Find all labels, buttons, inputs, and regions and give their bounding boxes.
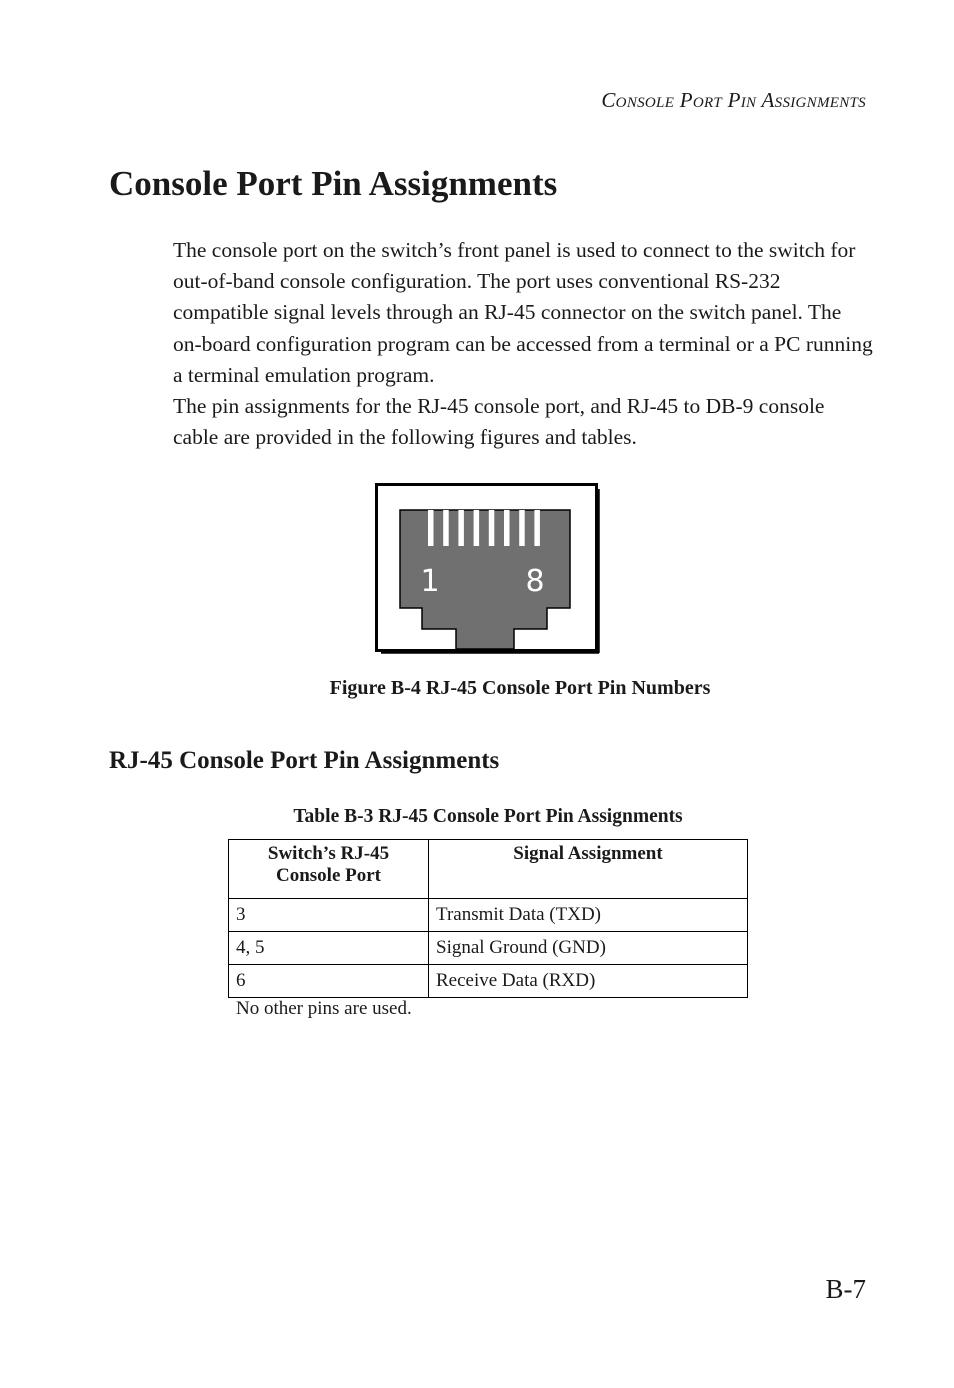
contact-pin bbox=[428, 510, 434, 546]
column-header-signal: Signal Assignment bbox=[429, 840, 748, 899]
pin-8-label: 8 bbox=[525, 564, 545, 599]
section-heading: RJ-45 Console Port Pin Assignments bbox=[109, 747, 500, 774]
table-row bbox=[229, 965, 748, 998]
pin-cell: 3 bbox=[229, 899, 429, 932]
pin-1-label: 1 bbox=[420, 564, 440, 599]
contact-pin bbox=[489, 510, 495, 546]
intro-paragraph: The console port on the switch’s front panel is used to connect to the switch for out-of-band console configuration. The port uses conventional RS-232 compatible signal levels through an RJ-45 connector on the switch panel. The on-board configuration program can be accessed from a terminal or a PC running a terminal emulation program. bbox=[173, 238, 873, 387]
pin-cell: 6 bbox=[229, 965, 429, 998]
signal-cell: Signal Ground (GND) bbox=[429, 932, 748, 965]
page-title: Console Port Pin Assignments bbox=[109, 164, 558, 203]
contact-pin bbox=[504, 510, 510, 546]
table-header-row bbox=[229, 840, 748, 899]
contact-pin bbox=[519, 510, 525, 546]
pin-assignment-table bbox=[228, 839, 748, 998]
rj45-jack-diagram bbox=[375, 483, 601, 655]
running-header: Console Port Pin Assignments bbox=[601, 88, 866, 112]
body-text bbox=[173, 235, 873, 453]
signal-cell: Transmit Data (TXD) bbox=[429, 899, 748, 932]
page-number: B-7 bbox=[825, 1274, 866, 1304]
table-row bbox=[229, 932, 748, 965]
contact-pin bbox=[474, 510, 480, 546]
column-header-port: Switch’s RJ-45 Console Port bbox=[229, 840, 429, 899]
contact-pin bbox=[443, 510, 449, 546]
figure-caption: Figure B-4 RJ-45 Console Port Pin Numbers bbox=[329, 677, 711, 699]
table-caption: Table B-3 RJ-45 Console Port Pin Assignments bbox=[293, 806, 683, 827]
contact-pin bbox=[458, 510, 464, 546]
rj45-figure bbox=[375, 483, 601, 655]
table-footnote: No other pins are used. bbox=[236, 998, 412, 1019]
pin-cell: 4, 5 bbox=[229, 932, 429, 965]
table-row bbox=[229, 899, 748, 932]
pin-info-paragraph: The pin assignments for the RJ-45 console port, and RJ-45 to DB-9 console cable are provided in the following figures and tables. bbox=[173, 394, 825, 450]
signal-cell: Receive Data (RXD) bbox=[429, 965, 748, 998]
contact-pin bbox=[534, 510, 540, 546]
